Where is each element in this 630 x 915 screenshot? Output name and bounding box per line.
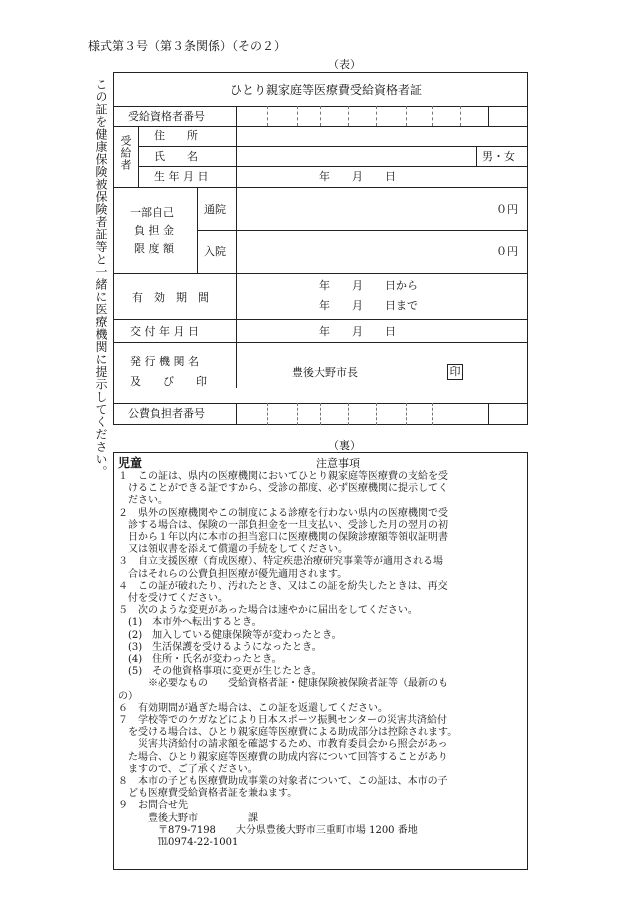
- side-note: この証を健康保険被保険者証等と一緒に医療機関に提示してください。: [94, 78, 108, 478]
- public-payer-label: 公費負担者番号: [128, 407, 205, 420]
- back-side-label: （裏）: [328, 439, 361, 452]
- form-title: 様式第３号（第３条関係）（その２）: [88, 39, 287, 53]
- issuer-name: 豊後大野市長: [292, 366, 358, 379]
- notes-line: ７ 学校等でのケガなどにより日本スポーツ振興センターの災害共済給付: [118, 715, 447, 727]
- notes-line: ９ お問合せ先: [118, 800, 188, 812]
- notes-line: た場合、ひとり親家庭等医療費の助成内容について回答することがあり: [118, 751, 448, 763]
- copay-label-line3: 限 度 額: [134, 242, 174, 255]
- outpatient-label: 通院: [204, 203, 226, 216]
- notes-line: (5) その他資格事項に変更が生じたとき。: [118, 666, 322, 678]
- issue-date-value: 年 月 日: [319, 325, 396, 338]
- validity-from: 年 月 日から: [319, 279, 418, 292]
- notes-line: 〒879-7198 大分県豊後大野市三重町市場 1200 番地: [118, 824, 418, 836]
- copay-label-line1: 一部自己: [130, 206, 174, 219]
- notes-line: 日から１年以内に本市の担当窓口に医療機関の保険診療額等領収証明書: [118, 532, 448, 544]
- notes-line: 合はそれらの公費負担医療が優先適用されます。: [118, 568, 348, 580]
- notes-line: 災害共済給付の請求額を確認するため、市教育委員会から照会があっ: [118, 739, 448, 751]
- notes-line: の）: [118, 690, 138, 702]
- notes-line: １ この証は、県内の医療機関においてひとり親家庭等医療費の支給を受: [118, 471, 448, 482]
- notes-line: けることができる証ですから、受診の都度、必ず医療機関に提示してく: [118, 483, 448, 495]
- notes-line: ますので、ご了承ください。: [118, 763, 258, 775]
- notes-line: ３ 自立支援医療（育成医療）、特定疾患治療研究事業等が適用される場: [118, 556, 443, 568]
- front-side-label: （表）: [328, 58, 361, 71]
- issue-date-label: 交 付 年 月 日: [130, 325, 199, 338]
- notes-line: ４ この証が破れたり、汚れたとき、又はこの証を紛失したときは、再交: [118, 580, 448, 592]
- address-label: 住 所: [154, 129, 198, 142]
- notes-line: ５ 次のような変更があった場合は速やかに届出をしてください。: [118, 605, 418, 617]
- child-badge: 児童: [118, 456, 143, 470]
- notes-line: ６ 有効期間が過ぎた場合は、この証を返還してください。: [118, 702, 388, 714]
- notes-line: (3) 生活保護を受けるようになったとき。: [118, 641, 322, 653]
- notes-line: 又は領収書を添えて償還の手続をしてください。: [118, 544, 348, 556]
- card-title: ひとり親家庭等医療費受給資格者証: [230, 83, 423, 97]
- notes-line: (4) 住所・氏名が変わったとき。: [118, 654, 282, 666]
- certificate-card: [113, 72, 528, 425]
- notes-list: [118, 471, 523, 849]
- validity-label: 有 効 期 間: [132, 291, 209, 304]
- name-label: 氏 名: [154, 150, 198, 163]
- notes-line: ださい。: [118, 495, 168, 507]
- birthdate-value: 年 月 日: [319, 170, 396, 183]
- notes-line: ℡0974-22-1001: [118, 837, 239, 849]
- outpatient-amount: ０円: [496, 203, 518, 216]
- sex-options: 男・女: [482, 150, 515, 163]
- recipient-group-label: 受給者: [119, 135, 132, 171]
- copay-label-line2: 負 担 金: [134, 224, 174, 237]
- inpatient-label: 入院: [204, 245, 226, 258]
- notes-line: 付を受けてください。: [118, 593, 228, 605]
- notes-line: (2) 加入している健康保険等が変わったとき。: [118, 629, 342, 641]
- notes-line: ２ 県外の医療機関やこの制度による診療を行わない県内の医療機関で受: [118, 507, 448, 519]
- notes-line: ※必要なもの 受給資格者証・健康保険被保険者証等（最新のも: [118, 678, 448, 690]
- inpatient-amount: ０円: [496, 245, 518, 258]
- issuer-label-line2: 及 び 印: [130, 375, 207, 388]
- validity-to: 年 月 日まで: [319, 299, 418, 312]
- notes-line: ８ 本市の子ども医療費助成事業の対象者について、この証は、本市の子: [118, 776, 448, 788]
- notes-line: 診する場合は、保険の一部負担金を一旦支払い、受診した月の翌月の初: [118, 519, 448, 531]
- notes-line: (1) 本市外へ転出するとき。: [118, 617, 262, 629]
- birthdate-label: 生 年 月 日: [154, 170, 209, 183]
- issuer-label-line1: 発 行 機 関 名: [130, 355, 199, 368]
- seal-stamp: 印: [447, 364, 463, 380]
- recipient-number-label: 受給資格者番号: [128, 110, 205, 123]
- notes-line: を受ける場合は、ひとり親家庭等医療費による助成部分は控除されます。: [118, 727, 458, 739]
- notes-line: 豊後大野市 課: [118, 812, 258, 824]
- notes-heading: 注意事項: [316, 457, 360, 470]
- notes-line: ども医療費受給資格者証を兼ねます。: [118, 788, 298, 800]
- notes-panel: [113, 452, 528, 870]
